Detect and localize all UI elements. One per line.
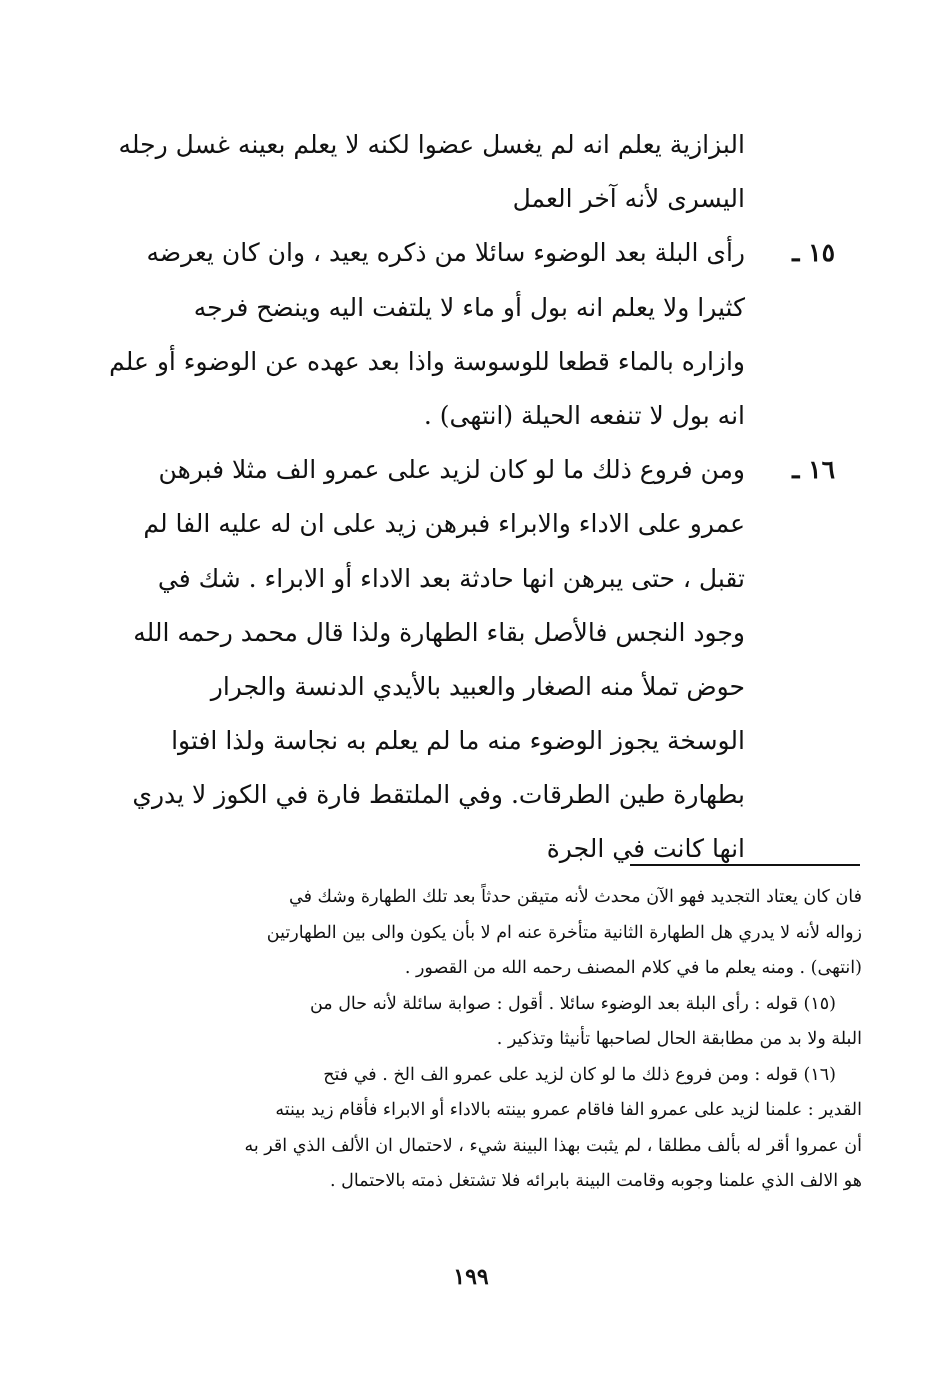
text-line: حوض تملأ منه الصغار والعبيد بالأيدي الدنسة والجرار xyxy=(210,671,745,701)
text-line: ومن فروع ذلك ما لو كان لزيد على عمرو الف مثلا فبرهن xyxy=(158,455,745,485)
footnote-divider xyxy=(630,864,860,866)
text-line: تقبل ، حتى يبرهن انها حادثة بعد الاداء أو الابراء . شك في xyxy=(157,563,745,593)
text-line: انه بول لا تنفعه الحيلة (انتهى) . xyxy=(423,400,745,430)
footnote-15 xyxy=(120,987,862,1058)
text-line: كثيرا ولا يعلم انه بول أو ماء لا يلتفت اليه وينضح فرجه xyxy=(193,292,745,322)
paragraph-continued xyxy=(118,118,835,226)
footnote-continued xyxy=(120,880,862,987)
footnote-line: (١٥) قوله : رأى البلة بعد الوضوء سائلا . أقول : صوابة سائلة لأنه حال من xyxy=(309,993,836,1014)
footnote-line: (انتهى) . ومنه يعلم ما في كلام المصنف رحمه الله من القصور . xyxy=(404,958,862,978)
text-line: اليسرى لأنه آخر العمل xyxy=(512,184,745,214)
page-number: ١٩٩ xyxy=(453,1264,489,1290)
footnote-line: هو الالف الذي علمنا وجوبه وقامت البينة بابرائه فلا تشتغل ذمته بالاحتمال . xyxy=(330,1171,862,1191)
footnote-line: زواله لأنه لا يدري هل الطهارة الثانية متأخرة عنه ام لا بأن يكون والى بين الطهارتين xyxy=(266,922,862,943)
main-text xyxy=(109,118,835,877)
paragraph-number: ١٥ ـ xyxy=(792,238,835,268)
footnote-line: القدير : علمنا لزيد على عمرو الفا فاقام عمرو بينته بالاداء أو الابراء فأقام زيد بينته xyxy=(275,1100,862,1120)
text-line: رأى البلة بعد الوضوء سائلا من ذكره يعيد ، وان كان يعرضه xyxy=(146,238,745,268)
paragraph-16 xyxy=(125,443,835,877)
footnote-line: فان كان يعتاد التجديد فهو الآن محدث لأنه متيقن حدثاً بعد تلك الطهارة وشك في xyxy=(288,887,862,907)
footnote-16 xyxy=(120,1058,862,1200)
text-line: وجود النجس فالأصل بقاء الطهارة ولذا قال محمد رحمه الله xyxy=(133,617,745,647)
text-line: الوسخة يجوز الوضوء منه ما لم يعلم به نجاسة ولذا افتوا xyxy=(171,726,745,756)
text-line: بطهارة طين الطرقات. وفي الملتقط فارة في الكوز لا يدري xyxy=(132,780,745,810)
paragraph-15 xyxy=(109,226,835,443)
text-line: وازاره بالماء قطعا للوسوسة واذا بعد عهده عن الوضوء أو علم xyxy=(109,346,745,376)
footnote-line: أن عمروا أقر له بألف مطلقا ، لم يثبت بهذا البينة شيء ، لاحتمال ان الألف الذي اقر به xyxy=(244,1135,862,1156)
footnotes xyxy=(120,880,862,1200)
text-line: انها كانت في الجرة xyxy=(546,834,745,864)
paragraph-number: ١٦ ـ xyxy=(792,455,835,485)
footnote-line: البلة ولا بد من مطابقة الحال لصاحبها تأنيثا وتذكير . xyxy=(496,1029,862,1049)
footnote-line: (١٦) قوله : ومن فروع ذلك ما لو كان لزيد على عمرو الف الخ . في فتح xyxy=(323,1064,836,1085)
text-line: عمرو على الاداء والابراء فبرهن زيد على ان له عليه الفا لم xyxy=(143,509,745,539)
text-line: البزازية يعلم انه لم يغسل عضوا لكنه لا يعلم بعينه غسل رجله xyxy=(118,130,745,159)
